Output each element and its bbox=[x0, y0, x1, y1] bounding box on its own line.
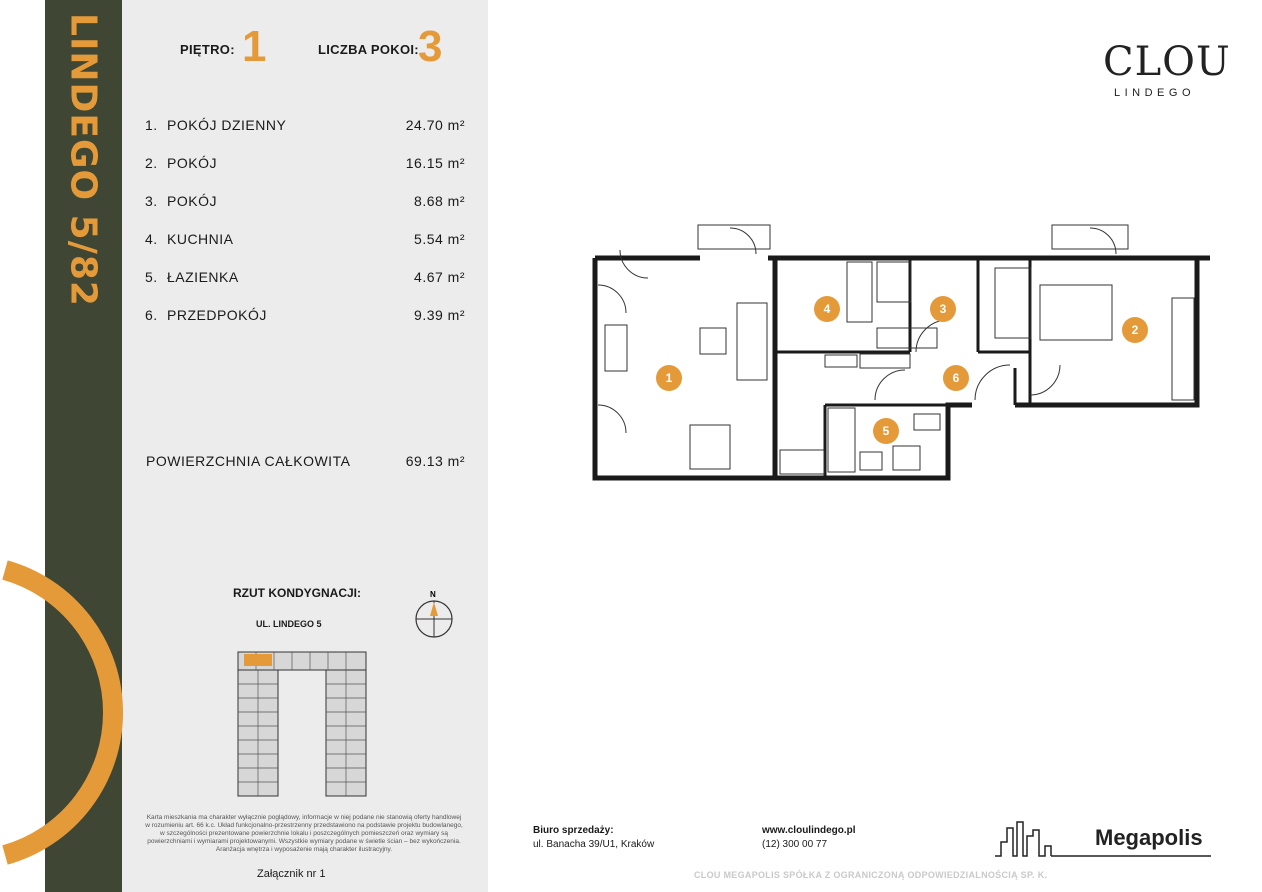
room-row bbox=[145, 269, 465, 289]
annex-label: Załącznik nr 1 bbox=[257, 868, 326, 880]
megapolis-logo: Megapolis bbox=[1095, 825, 1203, 850]
compass-north: N bbox=[430, 590, 436, 599]
total-area: 69.13 m² bbox=[405, 453, 465, 469]
room-number: 3. bbox=[145, 193, 158, 209]
plan-marker-label: 6 bbox=[952, 371, 960, 385]
room-area: 16.15 m² bbox=[405, 155, 465, 171]
apartment-floor-plan bbox=[575, 215, 1215, 485]
sales-office-address: ul. Banacha 39/U1, Kraków bbox=[533, 839, 655, 850]
website-link[interactable]: www.cloulindego.pl bbox=[762, 825, 856, 836]
room-number: 5. bbox=[145, 269, 158, 285]
street-label: UL. LINDEGO 5 bbox=[256, 619, 322, 629]
room-row bbox=[145, 117, 465, 137]
room-number: 6. bbox=[145, 307, 158, 323]
sales-office-label: Biuro sprzedaży: bbox=[533, 825, 614, 836]
room-area: 9.39 m² bbox=[414, 307, 465, 323]
room-area: 24.70 m² bbox=[405, 117, 465, 133]
room-number: 2. bbox=[145, 155, 158, 171]
floor-label: PIĘTRO: bbox=[180, 42, 235, 57]
room-name: POKÓJ bbox=[167, 155, 217, 171]
room-area: 4.67 m² bbox=[414, 269, 465, 285]
room-number: 4. bbox=[145, 231, 158, 247]
apartment-highlight bbox=[244, 654, 272, 666]
clou-logo-sub: LINDEGO bbox=[1114, 87, 1196, 99]
compass-icon bbox=[412, 586, 456, 640]
total-label: POWIERZCHNIA CAŁKOWITA bbox=[146, 453, 351, 469]
room-name: PRZEDPOKÓJ bbox=[167, 307, 267, 323]
rooms-value: 3 bbox=[418, 22, 443, 71]
floor-value: 1 bbox=[242, 22, 267, 71]
total-area-row bbox=[146, 453, 465, 469]
room-name: POKÓJ DZIENNY bbox=[167, 117, 287, 133]
company-name: CLOU MEGAPOLIS SPÓŁKA Z OGRANICZONĄ ODPOWIEDZIALNOŚCIĄ SP. K. bbox=[694, 870, 1048, 880]
plan-marker-label: 4 bbox=[823, 302, 831, 316]
disclaimer-text: Karta mieszkania ma charakter wyłącznie poglądowy, informacje w niej podane nie stanowią oferty handlowej w rozumieniu art. 66 k.c. Układ funkcjonalno-przestrzenny przedstawiono na podstawie projektu budowlanego, w szczególności prezentowane powierzchnie lokalu i poszczególnych pomieszczeń oraz wymiary są powierzchniami i wymiarami projektowanymi. Wszystkie wymiary podane w świetle ścian – bez wykończenia. Aranżacja wnętrza i wyposażenie mają charakter ilustracyjny. bbox=[145, 814, 463, 853]
plan-marker-label: 5 bbox=[882, 424, 890, 438]
plan-marker-label: 2 bbox=[1131, 323, 1139, 337]
plan-marker-label: 1 bbox=[665, 371, 673, 385]
room-row bbox=[145, 307, 465, 327]
room-row bbox=[145, 193, 465, 213]
phone-number[interactable]: (12) 300 00 77 bbox=[762, 839, 828, 850]
room-name: POKÓJ bbox=[167, 193, 217, 209]
rooms-label: LICZBA POKOI: bbox=[318, 42, 419, 57]
room-row bbox=[145, 231, 465, 251]
room-name: ŁAZIENKA bbox=[167, 269, 239, 285]
room-name: KUCHNIA bbox=[167, 231, 234, 247]
room-area: 8.68 m² bbox=[414, 193, 465, 209]
apartment-title: LINDEGO 5/82 bbox=[62, 13, 104, 307]
clou-logo: CLOU bbox=[1103, 39, 1231, 85]
room-number: 1. bbox=[145, 117, 158, 133]
floor-plan-title: RZUT KONDYGNACJI: bbox=[233, 586, 361, 600]
building-floor-plan bbox=[236, 650, 368, 800]
room-area: 5.54 m² bbox=[414, 231, 465, 247]
plan-marker-label: 3 bbox=[939, 302, 947, 316]
room-row bbox=[145, 155, 465, 175]
